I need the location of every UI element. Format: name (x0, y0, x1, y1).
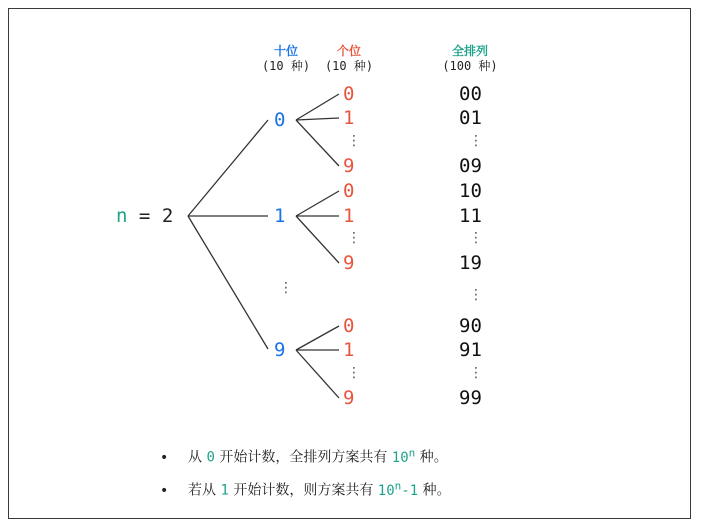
edge-root-9 (188, 216, 268, 349)
units-digit: 9 (343, 252, 355, 274)
result-ellipsis: ⋮ (469, 365, 483, 381)
formula-tail: -1 (401, 482, 419, 499)
result-value: 19 (459, 252, 482, 274)
note-formula (377, 479, 419, 499)
edge-9-9 (296, 350, 339, 398)
units-sub: (10 种) (324, 59, 374, 73)
result-ellipsis: ⋮ (469, 133, 483, 149)
formula-exp: n (408, 446, 416, 459)
note-text: 种。 (422, 482, 451, 499)
root-eq: = (138, 205, 151, 227)
note-1 (160, 446, 448, 467)
units-digit: 1 (343, 107, 355, 129)
result-value: 01 (459, 107, 482, 129)
note-2 (160, 479, 451, 500)
note-text: 若从 (188, 482, 216, 499)
units-digit: 9 (343, 155, 355, 177)
units-digit: 9 (343, 387, 355, 409)
units-digit: 0 (343, 315, 355, 337)
edge-0-0 (296, 94, 339, 120)
edge-9-0 (296, 326, 339, 350)
result-value: 11 (459, 205, 482, 227)
bullet: • (160, 482, 169, 499)
tens-digit: 0 (274, 109, 286, 131)
units-digit: 0 (343, 83, 355, 105)
units-digit: 1 (343, 339, 355, 361)
units-ellipsis: ⋮ (347, 133, 361, 149)
note-text: 从 (188, 449, 202, 466)
units-ellipsis: ⋮ (347, 230, 361, 246)
edge-0-9 (296, 120, 339, 166)
formula-base: 10 (391, 449, 409, 466)
units-header (319, 44, 379, 74)
units-digit: 0 (343, 180, 355, 202)
formula-base: 10 (377, 482, 395, 499)
result-value: 99 (459, 387, 482, 409)
tens-title: 十位 (273, 44, 298, 58)
note-number: 1 (220, 482, 229, 499)
result-value: 00 (459, 83, 482, 105)
tens-header (256, 44, 316, 74)
units-title: 个位 (336, 44, 361, 58)
formula-exp: n (394, 479, 402, 492)
result-ellipsis: ⋮ (469, 287, 483, 303)
full-sub: (100 种) (442, 59, 498, 73)
result-value: 10 (459, 180, 482, 202)
tens-sub: (10 种) (261, 59, 311, 73)
full-header (434, 44, 506, 74)
result-value: 09 (459, 155, 482, 177)
edge-1-9 (296, 216, 339, 263)
edge-root-0 (188, 120, 268, 216)
result-value: 91 (459, 339, 482, 361)
root-label (116, 205, 173, 227)
note-number: 0 (206, 449, 215, 466)
tens-digit: 9 (274, 339, 286, 361)
bullet: • (160, 449, 169, 466)
root-var: n (116, 205, 128, 227)
note-text: 种。 (419, 449, 448, 466)
result-ellipsis: ⋮ (469, 230, 483, 246)
root-val: 2 (161, 205, 174, 227)
result-value: 90 (459, 315, 482, 337)
note-text: 开始计数，则方案共有 (233, 482, 374, 499)
edge-0-1 (296, 118, 339, 120)
tens-ellipsis: ⋮ (279, 280, 293, 296)
full-title: 全排列 (451, 44, 488, 58)
units-ellipsis: ⋮ (347, 365, 361, 381)
note-formula (391, 446, 416, 466)
units-digit: 1 (343, 205, 355, 227)
tens-digit: 1 (274, 205, 286, 227)
edge-1-0 (296, 191, 339, 216)
note-text: 开始计数，全排列方案共有 (219, 449, 388, 466)
